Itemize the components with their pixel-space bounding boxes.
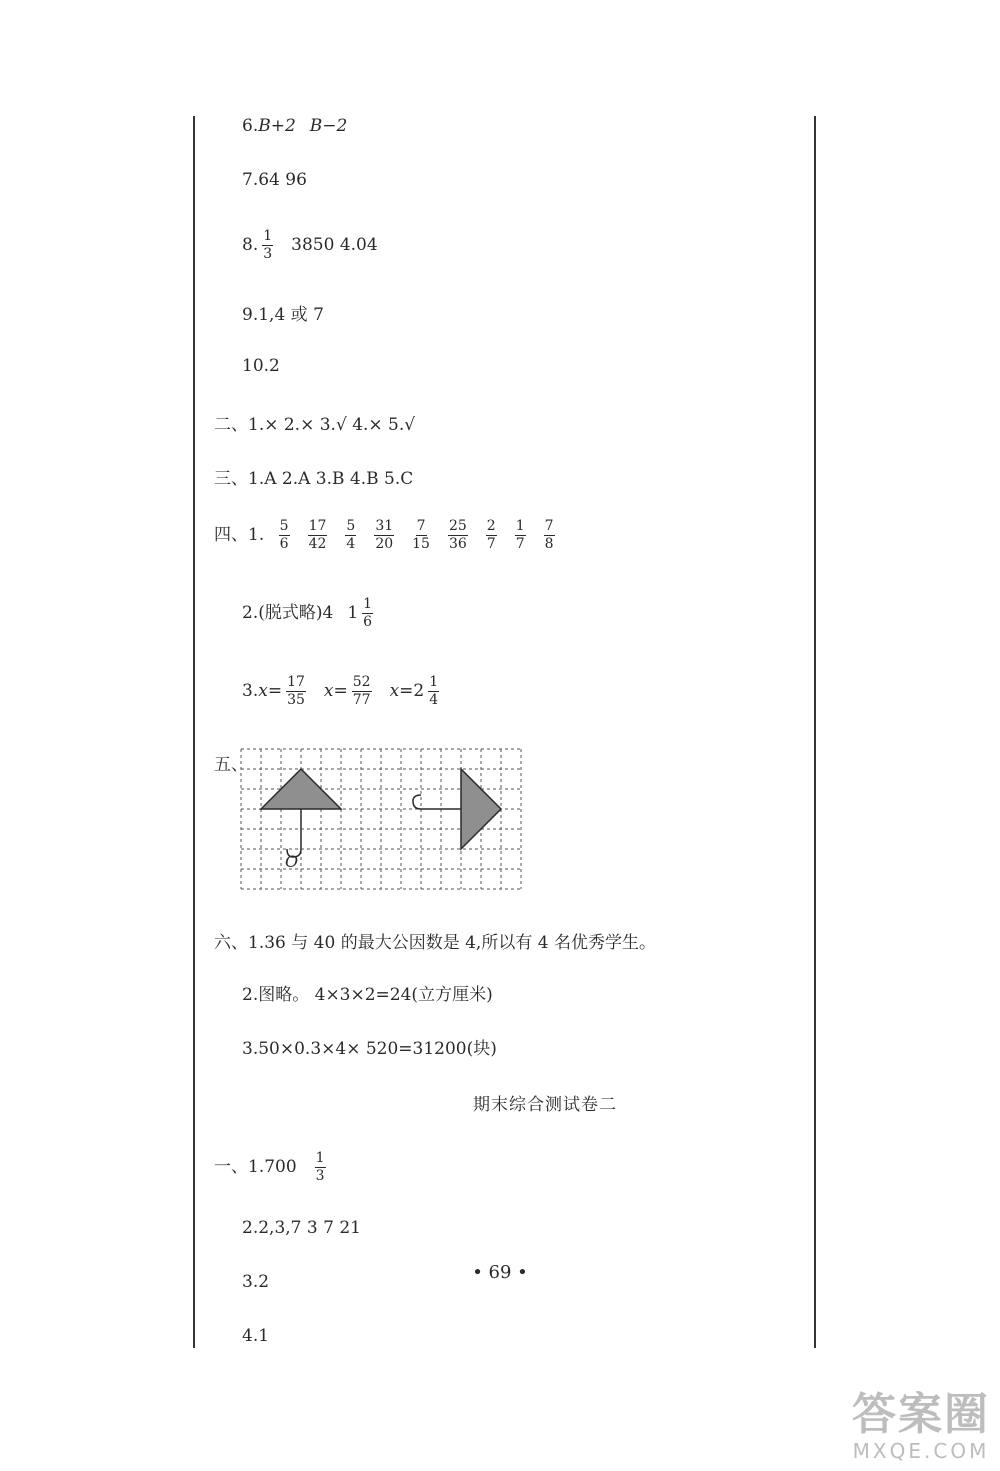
right-margin-rule — [814, 116, 816, 1348]
answer-10: 10.2 — [242, 356, 280, 376]
answer-8: 8. $\frac{1}{3}$ 3850 4.04 — [242, 228, 378, 262]
fraction: $\frac{1}{3}$ — [315, 1150, 325, 1184]
section-6-item-2: 2.图略。 4×3×2=24(立方厘米) — [242, 985, 493, 1005]
fraction: $\frac{5}{4}$ — [346, 518, 356, 552]
fraction: $\frac{1}{4}$ — [429, 674, 439, 708]
point-o-label: O — [285, 852, 299, 871]
page-number: • 69 • — [472, 1262, 528, 1283]
fraction: $\frac{31}{20}$ — [375, 518, 394, 552]
test-2-item-1: 一、1.700 $\frac{1}{3}$ — [214, 1150, 325, 1184]
section-6-item-3: 3.50×0.3×4× 520=31200(块) — [242, 1039, 497, 1059]
test-2-title: 期末综合测试卷二 — [473, 1095, 617, 1115]
section-6-item-1: 六、1.36 与 40 的最大公因数是 4,所以有 4 名优秀学生。 — [214, 933, 656, 953]
left-margin-rule — [193, 116, 195, 1348]
fraction: $\frac{2}{7}$ — [486, 518, 496, 552]
answer-7: 7.64 96 — [242, 170, 307, 190]
test-2-item-4: 4.1 — [242, 1326, 270, 1346]
umbrella-handle-left — [287, 809, 301, 857]
fraction: $\frac{7}{15}$ — [412, 518, 430, 552]
fraction: $\frac{7}{8}$ — [544, 518, 554, 552]
fraction: $\frac{1}{6}$ — [363, 596, 373, 630]
fraction: $\frac{1}{7}$ — [515, 518, 525, 552]
section-3-answers: 三、1.A 2.A 3.B 4.B 5.C — [214, 469, 414, 489]
section-5-label: 五、 — [214, 755, 248, 775]
section-4-item-1: 四、1. $\frac{5}{6}$ $\frac{17}{42}$ $\frac{5}{4}$ $\frac{31}{20}$ $\frac{7}{15}$ $\frac{25}{36}$ $\frac{2}{7}$ $\frac{1}{7}$ $\frac{7}{8}$ — [214, 518, 564, 553]
fraction: $\frac{1}{3}$ — [263, 228, 273, 262]
umbrella-handle-right — [413, 795, 461, 809]
section-4-item-3: 3.x= $\frac{17}{35}$ x= $\frac{52}{77}$ x=2 $\frac{1}{4}$ — [242, 674, 439, 708]
test-2-item-2: 2.2,3,7 3 7 21 — [242, 1218, 361, 1238]
fraction: $\frac{17}{42}$ — [308, 518, 327, 552]
watermark-logo: 答案圈 MXQE.COM — [852, 1389, 990, 1463]
section-2-answers: 二、1.× 2.× 3.√ 4.× 5.√ — [214, 415, 416, 435]
section-5-grid-figure — [240, 748, 525, 890]
test-2-item-3: 3.2 — [242, 1272, 270, 1292]
fraction: $\frac{52}{77}$ — [352, 674, 371, 708]
section-4-item-2: 2.(脱式略)4 1 $\frac{1}{6}$ — [242, 596, 373, 630]
answer-9: 9.1,4 或 7 — [242, 305, 324, 325]
fraction: $\frac{5}{6}$ — [279, 518, 289, 552]
answer-6: 6.B+2 B−2 — [242, 116, 348, 136]
fraction: $\frac{25}{36}$ — [448, 518, 467, 552]
fraction: $\frac{17}{35}$ — [287, 674, 305, 708]
